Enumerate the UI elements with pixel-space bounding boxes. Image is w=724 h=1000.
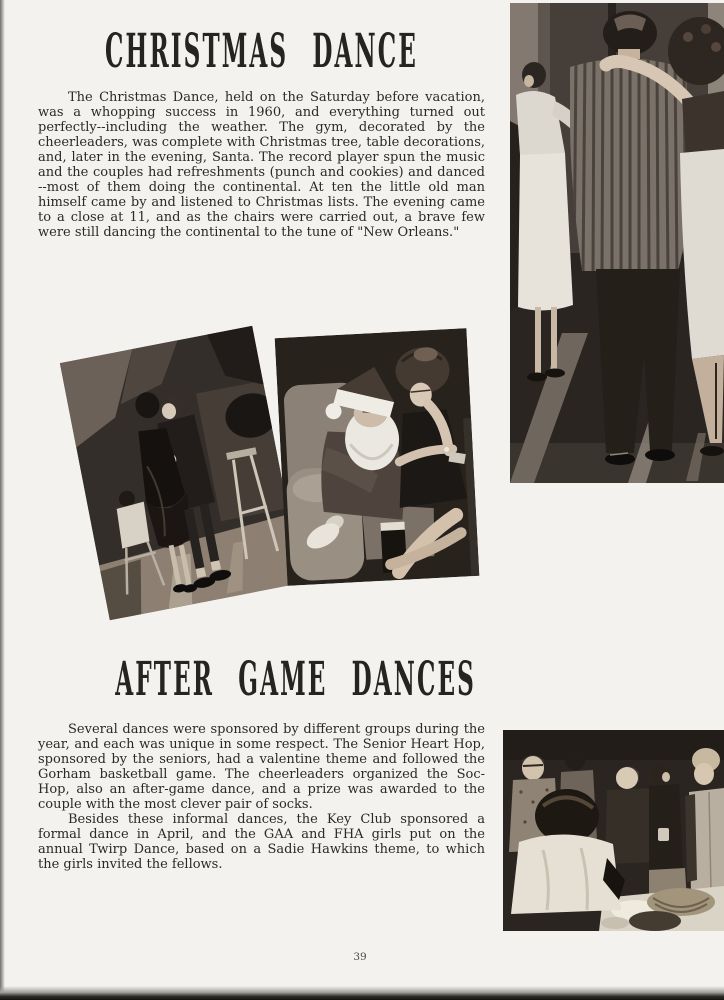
photo-couple-dancing-gym <box>60 326 302 621</box>
scan-edge-left <box>0 0 5 1000</box>
photo-couple-dancing-gym-art <box>60 326 302 621</box>
scan-edge-bottom <box>0 986 724 1000</box>
heading-after-game-dances <box>38 650 484 707</box>
after-game-dances-text-block <box>38 722 485 872</box>
page-number: 39 <box>353 951 367 963</box>
photo-santa-and-student <box>275 328 480 586</box>
paragraph: Besides these informal dances, the Key Club sponsored a formal dance in April, and the GAA and FHA girls put on the annual Twirp Dance, based on a Sadie Hawkins theme, to which the girls invited the fellows. <box>38 812 485 872</box>
paragraph: The Christmas Dance, held on the Saturday before vacation, was a whopping success in 1960, and everything turned out perfectly--including the weather. The gym, decorated by the cheerleaders, was complete with Christmas tree, table decorations, and, later in the evening, Santa. The record player spun the music and the couples had refreshments (punch and cookies) and danced --most of them doing the continental. At ten the little old man himself came by and listened to Christmas lists. The evening came to a close at 11, and as the chairs were carried out, a brave few were still dancing the continental to the tune of "New Orleans." <box>38 90 485 240</box>
christmas-dance-text-block <box>38 90 485 240</box>
photo-couples-slow-dancing-art <box>510 3 724 483</box>
heading-christmas-dance <box>38 22 484 79</box>
heading-text: CHRISTMAS DANCE <box>105 22 418 79</box>
photo-couples-slow-dancing <box>510 3 724 483</box>
paragraph: Several dances were sponsored by different groups during the year, and each was unique in some respect. The Senior Heart Hop, sponsored by the seniors, had a valentine theme and followed the Gorham basketball game. The cheerleaders organized the Soc-Hop, also an after-game dance, and a prize was awarded to the couple with the most clever pair of socks. <box>38 722 485 812</box>
photo-santa-and-student-art <box>275 328 480 586</box>
heading-text: AFTER GAME DANCES <box>115 650 476 707</box>
photo-after-game-dance-crowd-art <box>503 730 724 931</box>
photo-after-game-dance-crowd <box>503 730 724 931</box>
